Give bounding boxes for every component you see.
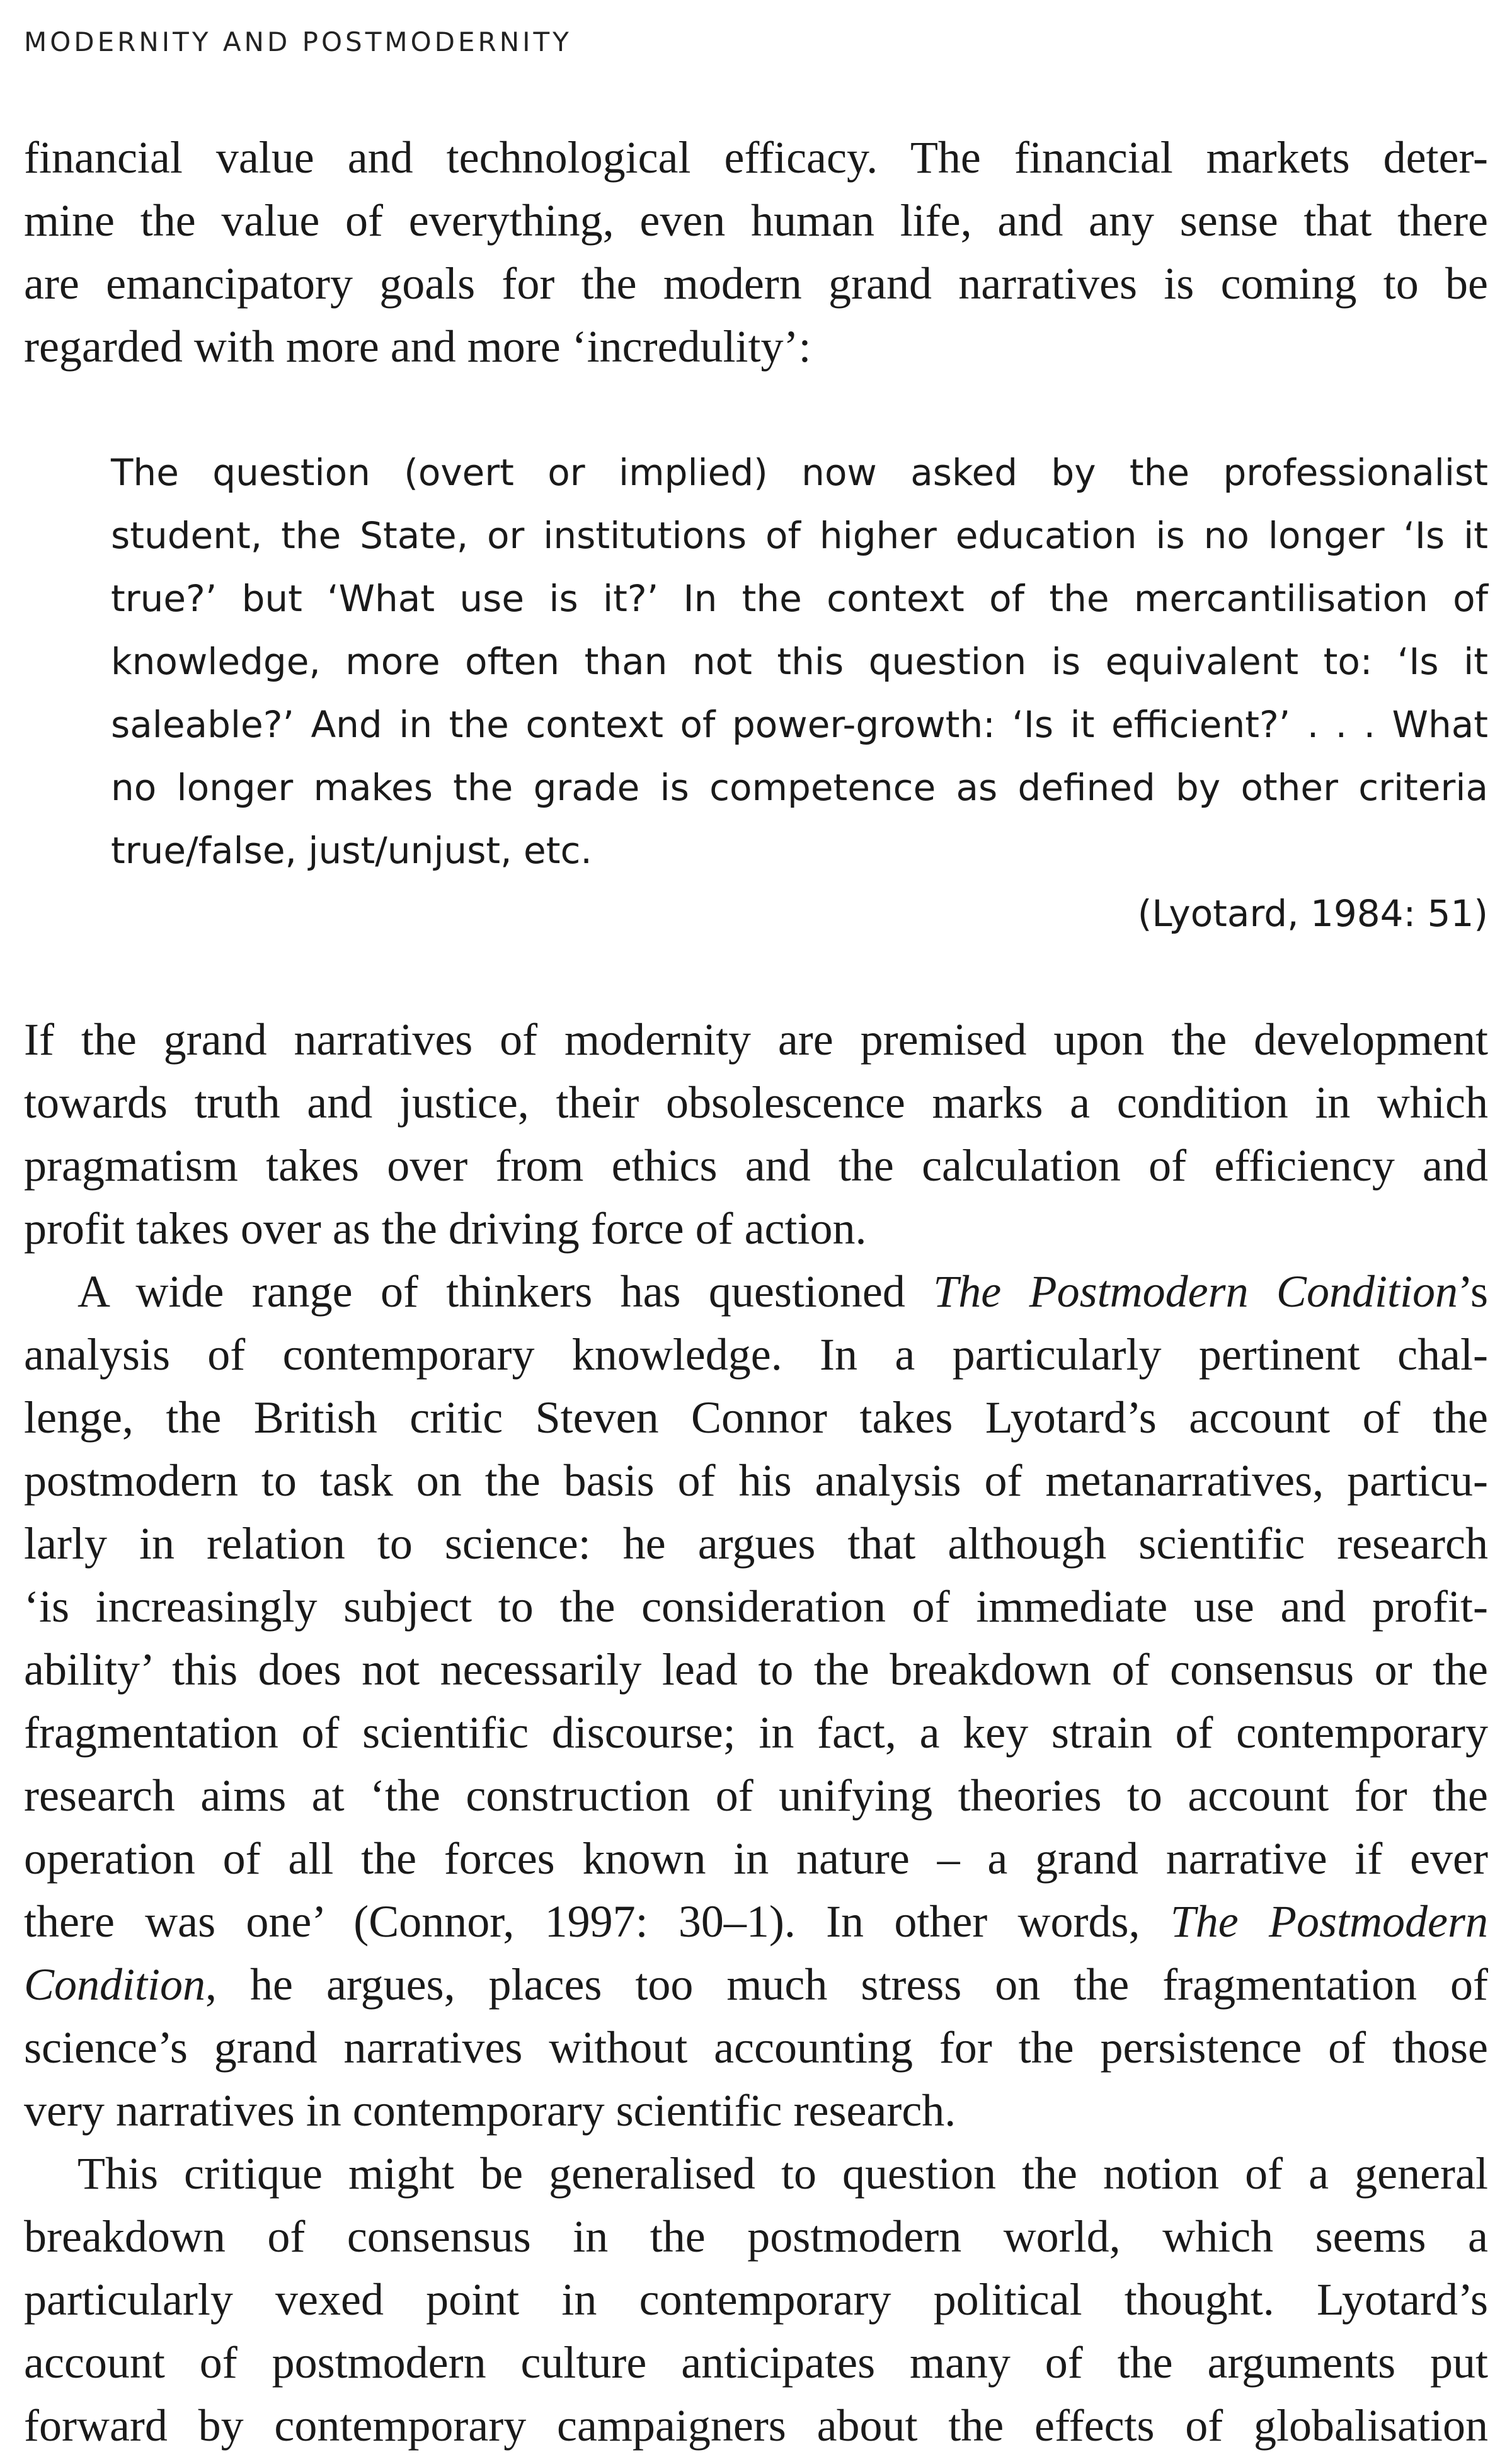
book-title: The Postmodern [1170,1896,1488,1947]
quote-line: true?’ but ‘What use is it?’ In the context of the mercantilisation of [111,577,1488,620]
text-line: lenge, the British critic Steven Connor takes Lyotard’s account of the [24,1392,1488,1443]
text-line: ‘is increasingly subject to the consideration of immediate use and profit- [24,1581,1488,1632]
body-text [24,1008,1488,2457]
quote-line: true/false, just/unjust, etc. [111,829,592,872]
quote-line: The question (overt or implied) now asked by the professionalist [111,451,1488,494]
paragraph-3 [24,2142,1488,2457]
intro-paragraph [24,126,1488,378]
text-line: particularly vexed point in contemporary political thought. Lyotard’s [24,2274,1488,2325]
book-title: Condition [24,1959,206,2010]
text-line: towards truth and justice, their obsolescence marks a condition in which [24,1077,1488,1128]
text-line: regarded with more and more ‘incredulity’: [24,321,811,372]
text-line: operation of all the forces known in nature – a grand narrative if ever [24,1833,1488,1884]
quote-line: student, the State, or institutions of higher education is no longer ‘Is it [111,514,1488,557]
block-quote [111,441,1488,882]
text-line: This critique might be generalised to question the notion of a general [77,2148,1488,2199]
text-line: If the grand narratives of modernity are premised upon the development [24,1014,1488,1065]
text-line: fragmentation of scientific discourse; in fact, a key strain of contemporary [24,1707,1488,1758]
text-line: mine the value of everything, even human life, and any sense that there [24,195,1488,246]
quote-line: saleable?’ And in the context of power-growth: ‘Is it efficient?’ . . . What [111,703,1488,746]
paragraph-2 [24,1260,1488,2142]
text-line [24,1890,1488,1953]
text-line: science’s grand narratives without accounting for the persistence of those [24,2022,1488,2073]
text-line: analysis of contemporary knowledge. In a particularly pertinent chal- [24,1329,1488,1380]
quote-line: knowledge, more often than not this question is equivalent to: ‘Is it [111,640,1488,683]
text-line: ability’ this does not necessarily lead to the breakdown of consensus or the [24,1644,1488,1695]
text-line: financial value and technological efficacy. The financial markets deter- [24,132,1488,183]
text-run: ’s [1457,1266,1488,1317]
text-line: research aims at ‘the construction of unifying theories to account for the [24,1770,1488,1821]
text-line: account of postmodern culture anticipates many of the arguments put [24,2337,1488,2388]
text-line: are emancipatory goals for the modern grand narratives is coming to be [24,258,1488,309]
text-run: there was one’ (Connor, 1997: 30–1). In other words, [24,1896,1171,1947]
text-line [24,1953,1488,2016]
text-line: larly in relation to science: he argues that although scientific research [24,1518,1488,1569]
text-line: pragmatism takes over from ethics and the calculation of efficiency and [24,1140,1488,1191]
book-title: The Postmodern Condition [933,1266,1458,1317]
text-line: postmodern to task on the basis of his analysis of metanarratives, particu- [24,1455,1488,1506]
text-line: profit takes over as the driving force of action. [24,1203,867,1254]
quote-line: no longer makes the grade is competence as defined by other criteria [111,766,1488,809]
text-run: , he argues, places too much stress on the fragmentation of [205,1959,1488,2010]
text-line [24,1260,1488,1323]
text-line: very narratives in contemporary scientific research. [24,2085,956,2136]
text-line: forward by contemporary campaigners about the effects of globalisation [24,2400,1488,2451]
quote-citation: (Lyotard, 1984: 51) [1137,892,1488,935]
paragraph-1 [24,1008,1488,1260]
running-head: MODERNITY AND POSTMODERNITY [24,26,572,57]
text-run: A wide range of thinkers has questioned [77,1266,934,1317]
text-line: breakdown of consensus in the postmodern world, which seems a [24,2211,1488,2262]
